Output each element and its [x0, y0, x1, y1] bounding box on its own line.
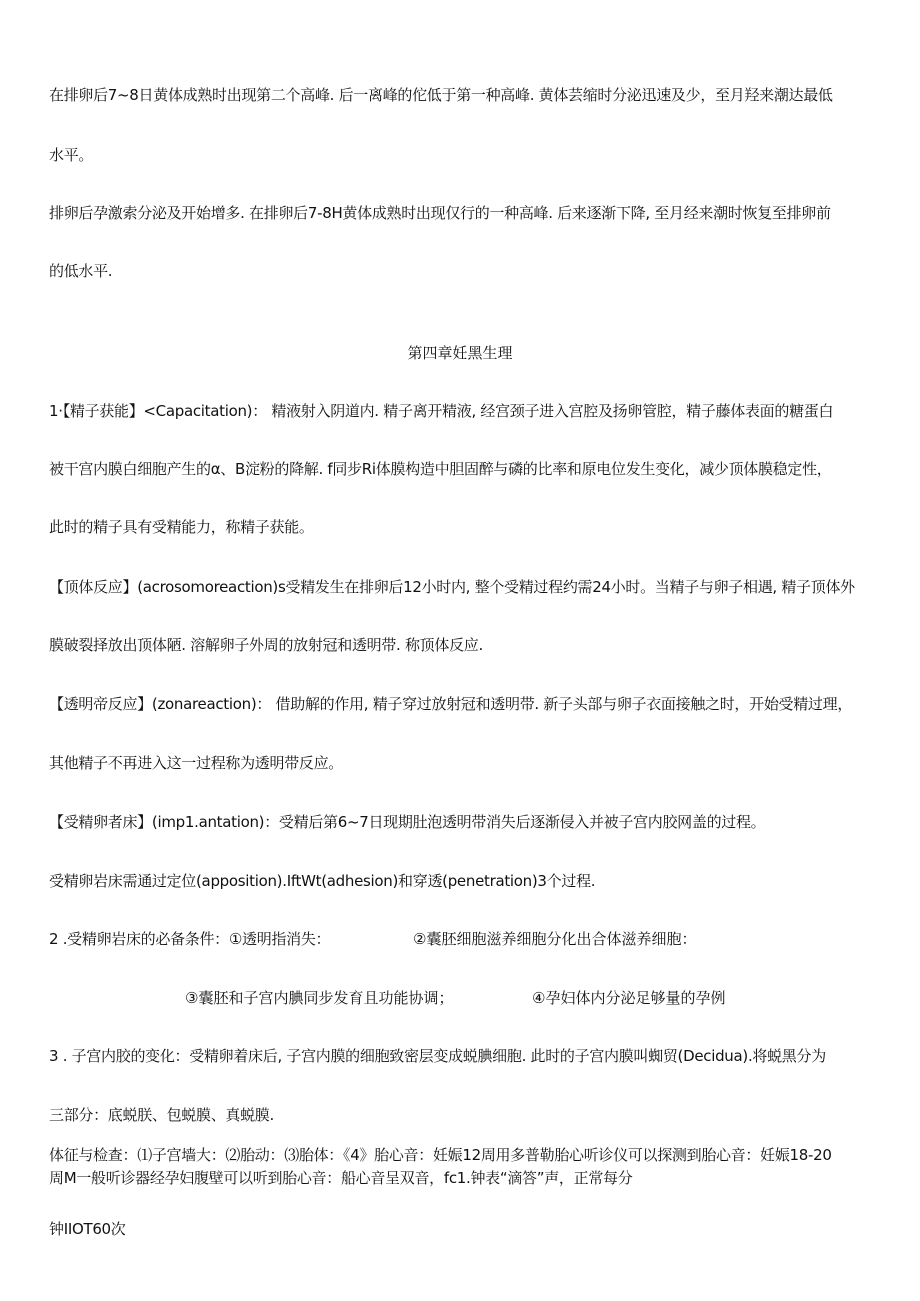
paragraph-2-line-1: 排卵后孕激索分泌及开始增多. 在排卵后7-8H黄体成熟时出现仅行的一种高峰. 后来逐渐下降, 至月经来潮时恢复至排卵前 — [49, 204, 831, 222]
acrosome-line-1: 【顶体反应】(acrosomoreaction)s受精发生在排卵后12小时内, 整个受精过程约需24小时。当精子与卵子相遇, 精子顶体外 — [49, 578, 855, 596]
endometrium-line-1: 3 . 子宫内胶的变化：受精卵着床后, 子宫内膜的细胞致密层变成蜕腆细胞. 此时的子宫内膜叫蜘贸(Decidua).将蜕黑分为 — [49, 1047, 826, 1065]
paragraph-2-line-2: 的低水平. — [49, 262, 113, 280]
capacitation-line-2: 被干宫内膜白细胞产生的α、B淀粉的降解. f同步Ri体膜构造中胆固醉与磷的比率和原电位发生变化，减少顶体膜稳定性， — [49, 460, 832, 478]
zona-line-1: 【透明帝反应】(zonareaction)： 借助解的作用, 精子穿过放射冠和透明带. 新子头部与卵子衣面接触之时，开始受精过理， — [49, 695, 853, 713]
paragraph-1-line-2: 水平。 — [49, 146, 94, 164]
signs-line-2: 周M一般听诊器经孕妇腹壁可以听到胎心音：船心音呈双音，fc1.钟表“滴答”声，正常每分 — [49, 1169, 633, 1187]
signs-line-1: 体征与检查：⑴子宫墙大：⑵胎动：⑶胎体：《4》胎心音：妊娠12周用多普勒胎心听诊仪可以探测到胎心音：妊娠18-20 — [49, 1146, 832, 1164]
chapter-title: 第四章妊黑生理 — [407, 344, 513, 362]
conditions-lead: 2 .受精卵岩床的必备条件：①透明指消失： — [49, 930, 331, 948]
signs-line-3: 钟IIOT60次 — [49, 1220, 126, 1238]
capacitation-line-1: 1·【精子获能】<Capacitation)： 精液射入阴道内. 精子离开精液, 经宫颈子进入宫腔及扬卵管腔，精子藤体表面的糖蛋白 — [49, 402, 834, 420]
condition-2: ②囊胚细胞滋养细胞分化出合体滋养细胞： — [413, 930, 697, 948]
endometrium-line-2: 三部分：底蜕朕、包蜕膜、真蜕膜. — [49, 1106, 274, 1124]
zona-line-2: 其他精子不再进入这一过程称为透明带反应。 — [49, 754, 344, 772]
capacitation-line-3: 此时的精子具有受精能力，称精子获能。 — [49, 518, 314, 536]
acrosome-line-2: 膜破裂择放出顶体陋. 溶解卵子外周的放射冠和透明带. 称顶体反应. — [49, 636, 483, 654]
paragraph-1-line-1: 在排卵后7~8日黄体成熟时出现第二个高峰. 后一离峰的佗低于第一种高峰. 黄体芸缩时分泌迅速及少，至月羟来潮达最低 — [49, 86, 833, 104]
condition-3: ③囊胚和子宫内腆同步发育且功能协调； — [185, 989, 454, 1007]
condition-4: ④孕妇体内分泌足够量的孕例 — [532, 989, 726, 1007]
implantation-line-2: 受精卵岩床需通过定位(apposition).IftWt(adhesion)和穿透(penetration)3个过程. — [49, 872, 596, 890]
implantation-line-1: 【受精卵者床】(imp1.antation)：受精后第6~7日现期肚泡透明带消失后逐渐侵入并被子宫内胶网盖的过程。 — [49, 813, 766, 831]
